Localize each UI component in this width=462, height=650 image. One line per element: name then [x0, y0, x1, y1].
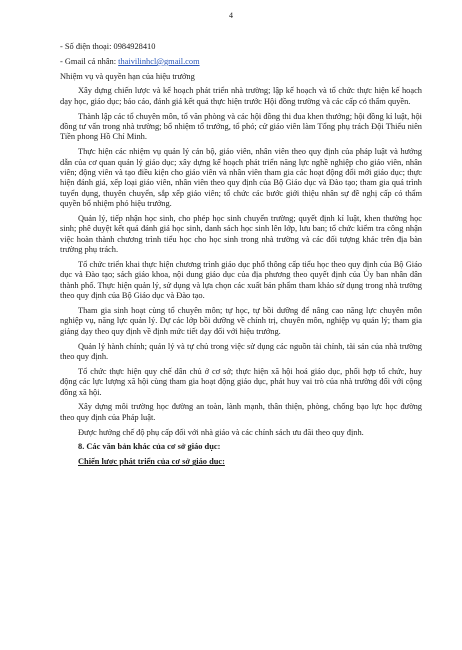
email-label: - Gmail cá nhân: [60, 56, 119, 66]
email-link[interactable]: thaivilinhcl@gmail.com [118, 56, 200, 66]
paragraph-professional-development: Tham gia sinh hoạt cùng tổ chuyên môn; tự học, tự bồi dưỡng để nâng cao năng lực chuyên môn nghiệp vụ, năng lực quản lý. Dự các lớp bồi dưỡng về chính trị, chuyên môn, nghiệp vụ quản lý; tham gia giảng dạy theo quy định về định mức tiết dạy đối với hiệu trưởng. [60, 306, 422, 336]
paragraph-student-management: Quản lý, tiếp nhận học sinh, cho phép học sinh chuyển trường; quyết định kỉ luật, khen thưởng học sinh; phê duyệt kết quả đánh giá học sinh, danh sách học sinh lên lớp, lưu ban; tổ chức kiểm tra công nhận việc hoàn thành chương trình tiểu học cho học sinh trong nhà trường và các đối tượng khác trên địa bàn trường phụ trách. [60, 214, 422, 255]
paragraph-democracy: Tổ chức thực hiện quy chế dân chủ ở cơ sở; thực hiện xã hội hoá giáo dục, phối hợp tổ chức, huy động các lực lượng xã hội cùng tham gia hoạt động giáo dục, phát huy vai trò của nhà trường đối với cộng đồng xã hội. [60, 366, 422, 397]
paragraph-administration: Quản lý hành chính; quản lý và tự chủ trong việc sử dụng các nguồn tài chính, tài sản của nhà trường theo quy định. [60, 341, 422, 362]
duties-heading: Nhiệm vụ và quyền hạn của hiệu trưởng [60, 71, 195, 81]
subsection-heading: Chiến lược phát triển của cơ sở giáo dục: [78, 457, 225, 467]
paragraph-strategy: Xây dựng chiến lược và kế hoạch phát triển nhà trường; lập kế hoạch và tổ chức thực hiện kế hoạch dạy học, giáo dục; báo cáo, đánh giá kết quả thực hiện trước Hội đồng trường và các cấp có thẩm quyền. [60, 86, 422, 106]
paragraph-school-environment: Xây dựng môi trường học đường an toàn, lành mạnh, thân thiện, phòng, chống bạo lực học đường theo quy định của Pháp luật. [60, 402, 422, 422]
phone-line: - Số điện thoại: 0984928410 [60, 42, 156, 51]
email-line [60, 57, 422, 67]
document-body [60, 42, 422, 472]
paragraph-benefits: Được hưởng chế độ phụ cấp đối với nhà giáo và các chính sách ưu đãi theo quy định. [78, 427, 364, 437]
page-number: 4 [229, 11, 233, 20]
paragraph-curriculum: Tổ chức triển khai thực hiện chương trình giáo dục phổ thông cấp tiểu học theo quy định của Bộ Giáo dục và Đào tạo; sách giáo khoa, nội dung giáo dục của địa phương theo quyết định của Ủy ban nhân dân thành phố. Thực hiện quản lý, sử dụng và lựa chọn các xuất bản phẩm tham khảo sử dụng trong nhà trường theo quy định của Bộ Giáo dục và Đào tạo. [60, 260, 422, 301]
paragraph-organization: Thành lập các tổ chuyên môn, tổ văn phòng và các hội đồng thi đua khen thưởng; hội đồng kỉ luật, hội đồng tư vấn trong nhà trường; bổ nhiệm tổ trưởng, tổ phó; cử giáo viên làm Tổng phụ trách Đội Thiếu niên Tiền phong Hồ Chí Minh. [60, 111, 422, 142]
section-heading: 8. Các văn bản khác của cơ sở giáo dục: [78, 442, 221, 452]
paragraph-staff-management: Thực hiện các nhiệm vụ quản lý cán bộ, giáo viên, nhân viên theo quy định của pháp luật và hướng dẫn của cơ quan quản lý giáo dục; xây dựng kế hoạch phát triển năng lực nghề nghiệp cho giáo viên, nhân viên; động viên và tạo điều kiện cho giáo viên và nhân viên tham gia các hoạt động đổi mới giáo dục; thực hiện đánh giá, xếp loại giáo viên, nhân viên theo quy định của Bộ Giáo dục và Đào tạo; tham gia quá trình tuyển dụng, thuyên chuyển, sắp xếp giáo viên; tổ chức các bước giới thiệu nhân sự đề nghị cấp có thẩm quyền bổ nhiệm phó hiệu trưởng. [60, 147, 422, 209]
